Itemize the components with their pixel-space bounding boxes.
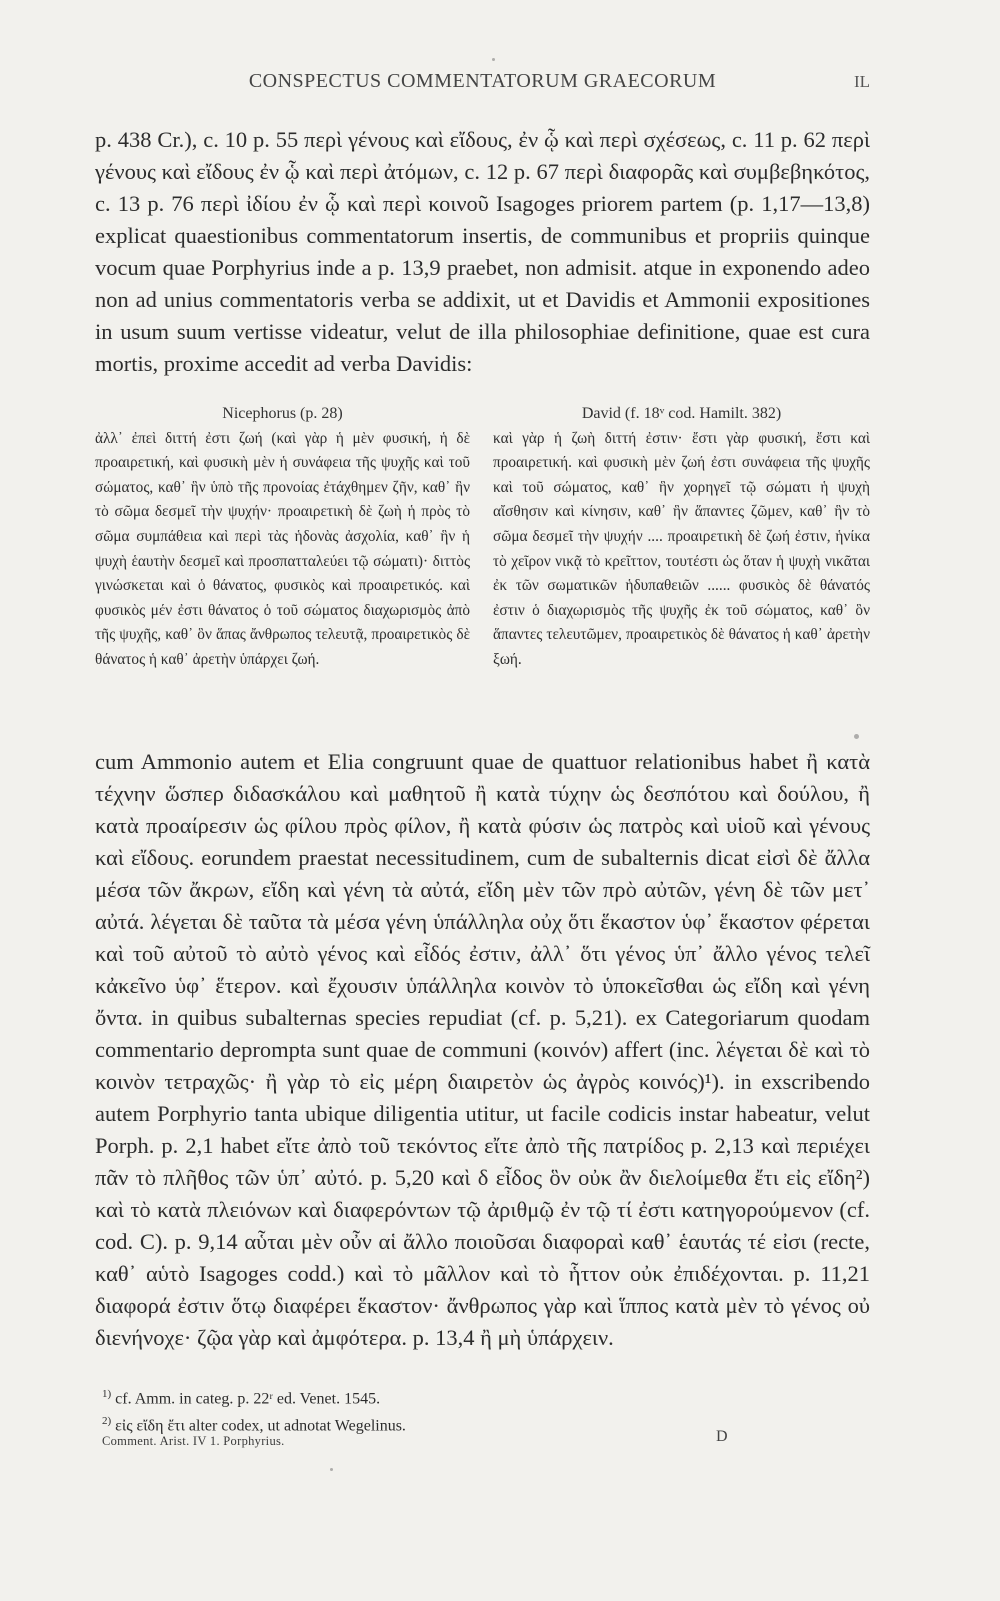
page-header [95,70,870,100]
column-text-nicephorus: ἀλλ᾽ ἐπεὶ διττή ἐστι ζωή (καὶ γὰρ ἡ μὲν φυσική, ἡ δὲ προαιρετική, καὶ φυσικὴ μὲν ἡ συνάφεια τῆς ψυχῆς καὶ τοῦ σώματος, καθ᾽ ἣν ὑπὸ τῆς προνοίας ἐτάχθημεν ζῆν, καθ᾽ ἣν τὸ σῶμα δεσμεῖ τὴν ψυχήν· προαιρετικὴ δὲ ζωὴ ἡ πρὸς τὸ σῶμα συμπάθεια καὶ περὶ τὰς ἡδονὰς ἀσχολία, καθ᾽ ἣν ἡ ψυχὴ ἑαυτὴν δεσμεῖ καὶ προσπατταλεύει τῷ σώματι)· διττὸς γινώσκεται καὶ ὁ θάνατος, φυσικὸς καὶ προαιρετικός. καὶ φυσικὸς μέν ἐστι θάνατος ὁ τοῦ σώματος διαχωρισμὸς ἀπὸ τῆς ψυχῆς, καθ᾽ ὃν ἅπας ἄνθρωπος τελευτᾷ, προαιρετικὸς δὲ θάνατος ἡ καθ᾽ ἀρετὴν ὑπάρχει ζωή. [95,429,470,668]
paper-speck [330,1468,333,1471]
footnote-text: cf. Amm. in categ. p. 22ʳ ed. Venet. 1545. [115,1390,381,1408]
paper-speck [492,58,495,61]
intro-paragraph: p. 438 Cr.), c. 10 p. 55 περὶ γένους καὶ εἴδους, ἐν ᾧ καὶ περὶ σχέσεως, c. 11 p. 62 περὶ γένους καὶ εἴδους ἐν ᾧ καὶ περὶ ἀτόμων, c. 12 p. 67 περὶ διαφορᾶς καὶ συμβεβηκότος, c. 13 p. 76 περὶ ἰδίου ἐν ᾧ καὶ περὶ κοινοῦ Isagoges priorem partem (p. 1,17—13,8) explicat quaestionibus commentatorum insertis, de communibus et propriis quinque vocum quae Porphyrius inde a p. 13,9 praebet, non admisit. atque in exponendo adeo non ad unius commentatoris verba se addixit, ut et Davidis et Ammonii expositiones in usum suum vertisse videatur, velut de illa philosophiae definitione, quae est cura mortis, proxime accedit ad verba Davidis: [95,127,870,376]
printer-signature: Comment. Arist. IV 1. Porphyrius. [102,1434,285,1448]
page-number: IL [853,72,870,91]
parallel-columns [95,402,870,747]
footnotes [102,1383,742,1438]
column-david [493,402,870,673]
footnote-mark: 2) [102,1415,112,1428]
column-text-david: καὶ γὰρ ἡ ζωὴ διττή ἐστιν· ἔστι γὰρ φυσική, ἔστι καὶ προαιρετική. καὶ φυσικὴ μὲν ζωή ἐστι συνάφεια τῆς ψυχῆς καὶ τοῦ σώματος, καθ᾽ ἣν χορηγεῖ τῷ σώματι ἡ ψυχὴ αἴσθησιν καὶ κίνησιν, καθ᾽ ἣν ἅπαντες ζῶμεν, καθ᾽ ἣν τὸ σῶμα δεσμεῖ τὴν ψυχήν .... προαιρετικὴ δὲ ζωή ἐστιν, ἡνίκα τὸ χεῖρον νικᾷ τὸ κρεῖττον, τουτέστι ὡς ὅταν ἡ ψυχὴ νικᾶται ἐκ τῶν σωματικῶν ἡδυπαθειῶν ...... φυσικὸς δὲ θάνατός ἐστιν ὁ διαχωρισμὸς τῆς ψυχῆς ἐκ τοῦ σώματος, καθ᾽ ὃν ἅπαντες τελευτῶμεν, προαιρετικὸς δὲ θάνατος ἡ καθ᾽ ἀρετὴν ξωή. [493,429,870,668]
column-heading-nicephorus: Nicephorus (p. 28) [222,405,343,422]
paper-speck [854,734,859,739]
running-title: CONSPECTUS COMMENTATORUM GRAECORUM [248,70,717,92]
main-paragraph: cum Ammonio autem et Elia congruunt quae de quattuor relationibus habet ἢ κατὰ τέχνην ὥσπερ διδασκάλου καὶ μαθητοῦ ἢ κατὰ τύχην ὡς δεσπότου καὶ δούλου, ἢ κατὰ προαίρεσιν ὡς φίλου πρὸς φίλον, ἢ κατὰ φύσιν ὡς πατρὸς καὶ υἱοῦ καὶ γένους καὶ εἴδους. eorundem praestat necessitudinem, cum de subalternis dicat εἰσὶ δὲ ἄλλα μέσα τῶν ἄκρων, εἴδη καὶ γένη τὰ αὐτά, εἴδη μὲν τῶν πρὸ αὐτῶν, γένη δὲ τῶν μετ᾽ αὐτά. λέγεται δὲ ταῦτα τὰ μέσα γένη ὑπάλληλα οὐχ ὅτι ἕκαστον ὑφ᾽ ἕκαστον φέρεται καὶ τοῦ αὐτοῦ τὸ αὐτὸ γένος καὶ εἶδός ἐστιν, ἀλλ᾽ ὅτι γένος ὑπ᾽ ἄλλο γένος τελεῖ κἀκεῖνο ὑφ᾽ ἕτερον. καὶ ἔχουσιν ὑπάλληλα κοινὸν τὸ ὑποκεῖσθαι ὡς εἴδη καὶ γένη ὄντα. in quibus subalternas species repudiat (cf. p. 5,21). ex Categoriarum quodam commentario deprompta sunt quae de communi (κοινόν) affert (inc. λέγεται δὲ καὶ τὸ κοινὸν τετραχῶς· ἢ γὰρ τὸ εἰς μέρη διαιρετὸν ὡς ἀγρὸς κοινός)¹). in exscribendo autem Porphyrio tanta ubique diligentia utitur, ut facile codicis instar habeatur, velut Porph. p. 2,1 habet εἴτε ἀπὸ τοῦ τεκόντος εἴτε ἀπὸ τῆς πατρίδος p. 2,13 καὶ περιέχει πᾶν τὸ πλῆθος τῶν ὑπ᾽ αὐτό. p. 5,20 καὶ δ εἶδος ὃν οὐκ ἂν διελοίμεθα ἔτι εἰς εἴδη²) καὶ τὸ κατὰ πλειόνων καὶ διαφερόντων τῷ ἀριθμῷ ἐν τῷ τί ἐστι κατηγορούμενον (cf. cod. C). p. 9,14 αὗται μὲν οὖν αἱ ἄλλο ποιοῦσαι διαφοραὶ καθ᾽ ἑαυτάς τέ εἰσι (recte, καθ᾽ αὑτὸ Isagoges codd.) καὶ τὸ μᾶλλον καὶ τὸ ἧττον οὐκ ἐπιδέχονται. p. 11,21 διαφορά ἐστιν ὅτῳ διαφέρει ἕκαστον· ἄνθρωπος γὰρ καὶ ἵππος κατὰ μὲν τὸ γένος οὐ διενήνοχε· ζῷα γὰρ καὶ ἀμφότερα. p. 13,4 ἢ μὴ ὑπάρχειν. [95,749,870,1350]
footnote-mark: 1) [102,1388,112,1400]
column-nicephorus [95,402,470,673]
footnote-text: εἰς εἴδη ἔτι alter codex, ut adnotat Wegelinus. [115,1417,406,1435]
signature-mark: D [716,1428,728,1445]
column-heading-david: David (f. 18ᵛ cod. Hamilt. 382) [581,405,782,422]
footnote [102,1383,742,1410]
